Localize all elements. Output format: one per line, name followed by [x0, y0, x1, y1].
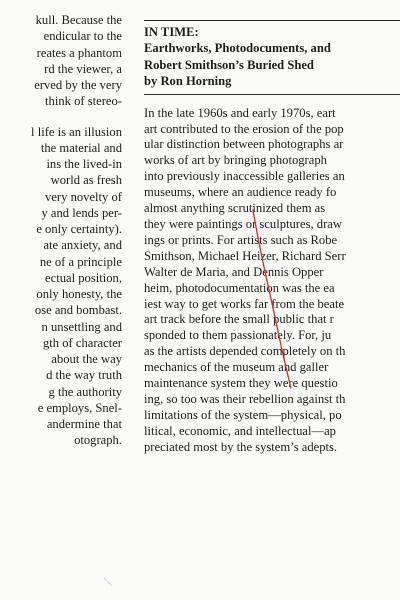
text-line: world as fresh: [50, 173, 122, 188]
text-line: e only certainty).: [36, 222, 122, 236]
left-paragraph-2: [0, 124, 122, 449]
text-line: ins the lived-in: [46, 157, 122, 171]
text-line: sponded to them passionately. For, ju: [144, 328, 332, 343]
text-line: otograph.: [74, 433, 122, 448]
text-line: reates a phantom: [36, 45, 122, 60]
text-line: works of art by bringing photograph: [144, 153, 327, 168]
text-line: museums, where an audience ready fo: [144, 185, 337, 200]
text-line: iest way to get works far from the beate: [144, 296, 345, 311]
text-line: only honesty, the: [36, 287, 122, 301]
text-line: ings or prints. For artists such as Robe: [144, 232, 338, 247]
text-line: the material and: [40, 140, 122, 155]
text-line: preciated most by the system’s adepts.: [144, 439, 338, 454]
text-line: heim, photodocumentation was the ea: [144, 280, 335, 295]
text-line: art contributed to the erosion of the pop: [144, 121, 344, 136]
article-heading: [144, 24, 400, 90]
text-line: l life is an illusion: [31, 124, 122, 139]
text-line: ne of a principle: [39, 254, 122, 269]
article-title-line-1: Earthworks, Photodocuments, and: [144, 41, 331, 56]
text-line: endicular to the: [43, 29, 122, 44]
text-line: e employs, Snel-: [37, 400, 122, 415]
text-line: andermine that: [46, 417, 122, 431]
text-line: about the way: [51, 352, 122, 366]
article-kicker: IN TIME:: [144, 25, 199, 39]
article-title-line-2: Robert Smithson’s Buried Shed: [144, 57, 314, 72]
text-line: ular distinction between photographs ar: [144, 137, 344, 152]
text-line: very novelty of: [45, 189, 122, 204]
text-line: ing, so too was their rebellion against th: [144, 391, 346, 406]
text-line: Walter de Maria, and Dennis Opper: [144, 264, 324, 279]
text-line: as the artists depended completely on th: [144, 344, 346, 359]
text-line: almost anything scrutinized them as: [144, 201, 326, 216]
text-line: into previously inaccessible galleries an: [144, 169, 345, 184]
text-line: kull. Because the: [35, 13, 122, 27]
article-body: [144, 106, 400, 456]
text-line: y and lends per-: [41, 205, 122, 220]
text-line: they were paintings or sculptures, draw: [144, 216, 342, 231]
text-line: erved by the very: [34, 78, 122, 92]
text-line: ate anxiety, and: [43, 238, 122, 253]
text-line: d the way truth: [46, 368, 122, 383]
text-line: rd the viewer, a: [44, 61, 122, 76]
text-line: In the late 1960s and early 1970s, eart: [144, 105, 336, 120]
text-line: maintenance system they were questio: [144, 376, 338, 391]
left-paragraph-1: [0, 12, 122, 110]
text-line: art track before the small public that r: [144, 312, 334, 327]
text-line: think of stereo-: [45, 94, 122, 109]
text-line: litical, economic, and intellectual—ap: [144, 423, 336, 438]
text-line: ectual position,: [45, 270, 122, 285]
paragraph-gap: [0, 110, 122, 124]
text-line: gth of character: [42, 335, 122, 350]
text-line: mechanics of the museum and galler: [144, 360, 329, 375]
left-column: [0, 12, 122, 449]
top-rule: [144, 20, 400, 21]
article-byline: by Ron Horning: [144, 74, 232, 89]
text-line: ose and bombast.: [34, 303, 122, 318]
text-line: Smithson, Michael Heizer, Richard Serr: [144, 248, 346, 263]
heading-rule: [144, 94, 400, 95]
article-column: [144, 20, 400, 456]
text-line: g the authority: [48, 384, 122, 399]
text-line: limitations of the system—physical, po: [144, 407, 342, 422]
text-line: n unsettling and: [41, 319, 122, 334]
